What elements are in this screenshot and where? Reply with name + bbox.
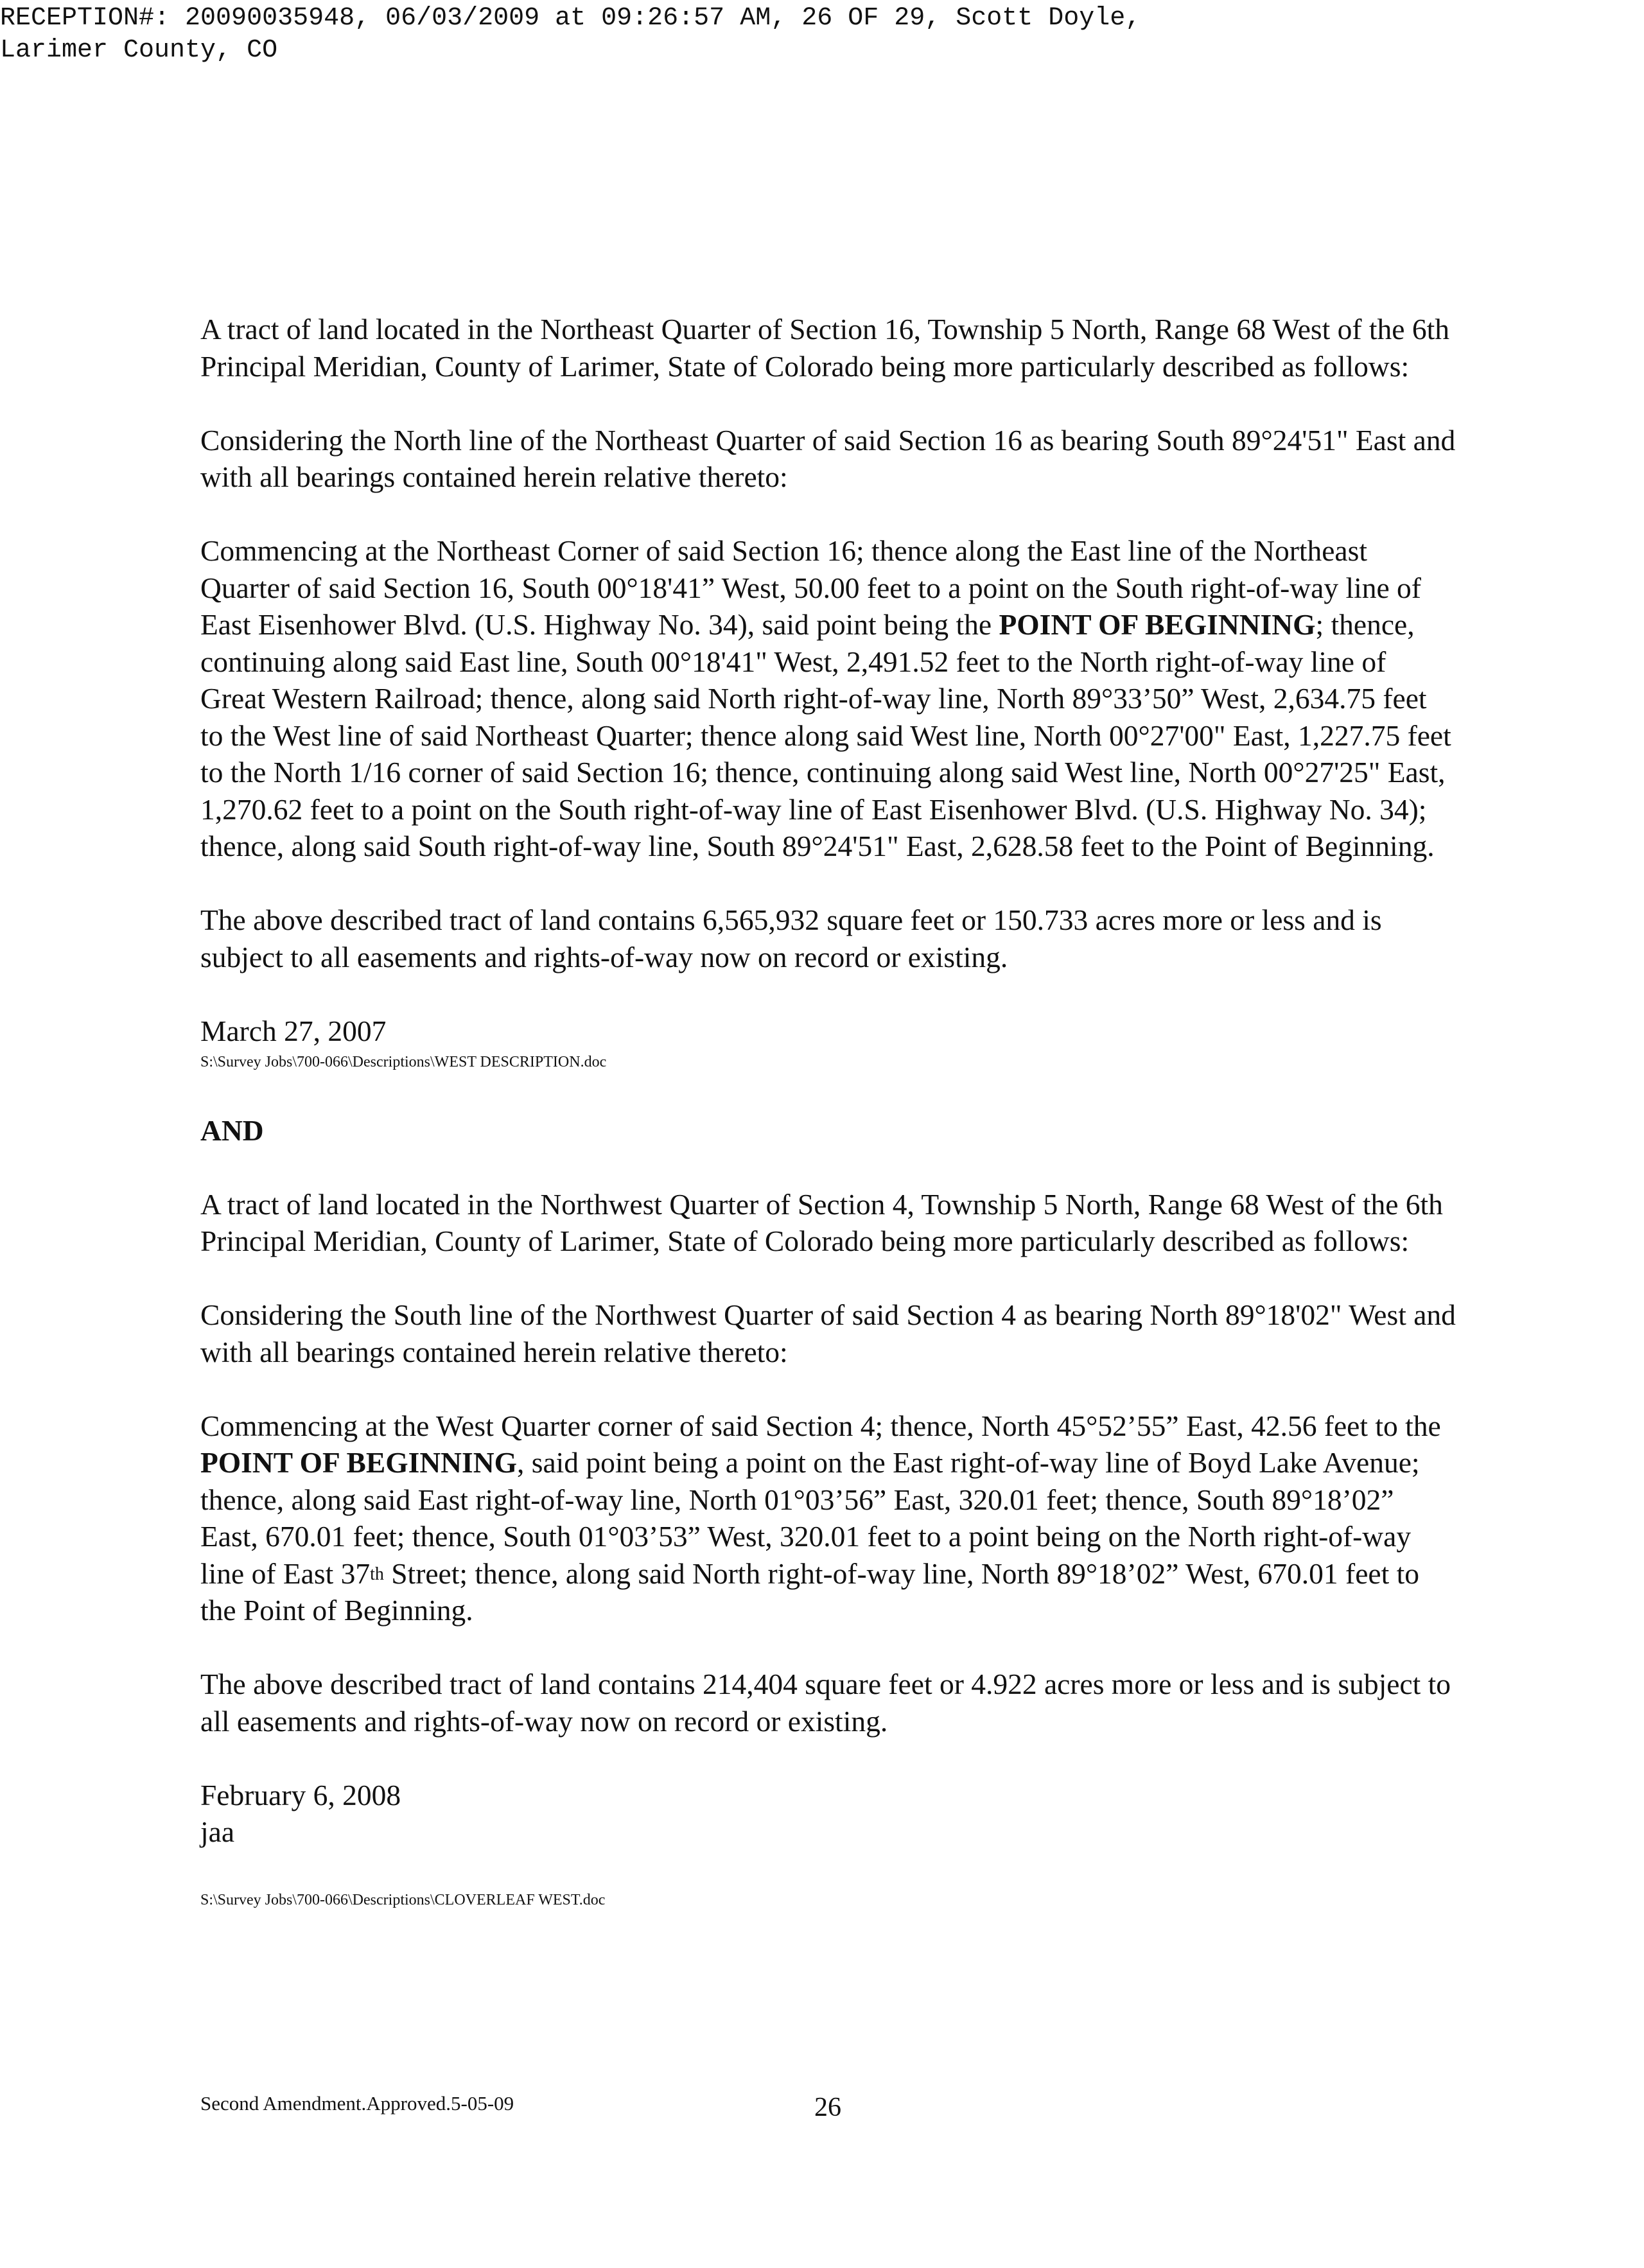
description-2-basis-of-bearings: Considering the South line of the Northwest Quarter of said Section 4 as bearing North 89°18'02" West and with all bearings contained herein relative thereto: — [200, 1298, 1456, 1368]
description-2-initials: jaa — [200, 1815, 235, 1848]
description-1-metes-and-bounds — [200, 532, 1456, 865]
description-2-course-text: , said point being a point on the East right-of-way line of Boyd Lake Avenue; thence, along said East right-of-way line, North 01°03’56” East, 320.01 feet; thence, South 89°18’02” East, 670.01 feet; thence, South 01°03’53” West, 320.01 feet to a point being on the North right-of-way line of East 37 — [200, 1446, 1420, 1590]
description-2-filepath: S:\Survey Jobs\700-066\Descriptions\CLOVERLEAF WEST.doc — [200, 1892, 606, 1908]
description-1-point-of-beginning: POINT OF BEGINNING — [999, 608, 1316, 641]
description-2-commencing-text: Commencing at the West Quarter corner of said Section 4; thence, North 45°52’55” East, 42.56 feet to the — [200, 1409, 1441, 1442]
description-1-commencing-text: Commencing at the Northeast Corner of said Section 16; thence along the East line of the Northeast Quarter of said Section 16, South 00°18'41” West, 50.00 feet to a point on the South right-of-way line of East Eisenhower Blvd. (U.S. Highway No. 34), said point being the — [200, 534, 1421, 641]
description-northeast-quarter — [200, 311, 1456, 1075]
separator-and: AND — [200, 1113, 264, 1147]
description-1-area-statement: The above described tract of land contains 6,565,932 square feet or 150.733 acres more or less and is subject to all easements and rights-of-way now on record or existing. — [200, 903, 1382, 973]
legal-descriptions — [200, 311, 1456, 1950]
recording-stamp — [0, 3, 1477, 67]
recording-stamp-line-2: Larimer County, CO — [0, 36, 278, 65]
description-1-filepath: S:\Survey Jobs\700-066\Descriptions\WEST DESCRIPTION.doc — [200, 1054, 607, 1070]
recording-stamp-line-1: RECEPTION#: 20090035948, 06/03/2009 at 09:26:57 AM, 26 OF 29, Scott Doyle, — [0, 4, 1141, 33]
description-2-closing-text: Street; thence, along said North right-of-way line, North 89°18’02” West, 670.01 feet to the Point of Beginning. — [200, 1557, 1419, 1627]
description-1-date: March 27, 2007 — [200, 1014, 387, 1047]
footer-document-name: Second Amendment.Approved.5-05-09 — [200, 2092, 514, 2115]
description-2-metes-and-bounds — [200, 1408, 1456, 1629]
description-2-date: February 6, 2008 — [200, 1778, 401, 1811]
description-1-course-text: ; thence, continuing along said East line, South 00°18'41" West, 2,491.52 feet to the North right-of-way line of Great Western Railroad; thence, along said North right-of-way line, North 89°33’50” West, 2,634.75 feet to the West line of said Northeast Quarter; thence along said West line, North 00°27'00" East, 1,227.75 feet to the North 1/16 corner of said Section 16; thence, continuing along said West line, North 00°27'25" East, 1,270.62 feet to a point on the South right-of-way line of East Eisenhower Blvd. (U.S. Highway No. 34); thence, along said South right-of-way line, South 89°24'51" East, 2,628.58 feet to the Point of Beginning. — [200, 608, 1451, 862]
description-2-intro: A tract of land located in the Northwest Quarter of Section 4, Township 5 North, Range 68 West of the 6th Principal Meridian, County of Larimer, State of Colorado being more particularly described as follows: — [200, 1187, 1443, 1257]
description-2-point-of-beginning: POINT OF BEGINNING — [200, 1446, 517, 1479]
ordinal-suffix: th — [370, 1564, 384, 1584]
page-number: 26 — [814, 2093, 841, 2122]
description-1-intro: A tract of land located in the Northeast Quarter of Section 16, Township 5 North, Range 68 West of the 6th Principal Meridian, County of Larimer, State of Colorado being more particularly described as follows: — [200, 313, 1450, 383]
description-northwest-quarter — [200, 1186, 1456, 1914]
description-1-basis-of-bearings: Considering the North line of the Northeast Quarter of said Section 16 as bearing South 89°24'51" East and with all bearings contained herein relative thereto: — [200, 423, 1456, 493]
description-2-area-statement: The above described tract of land contains 214,404 square feet or 4.922 acres more or less and is subject to all easements and rights-of-way now on record or existing. — [200, 1668, 1451, 1738]
